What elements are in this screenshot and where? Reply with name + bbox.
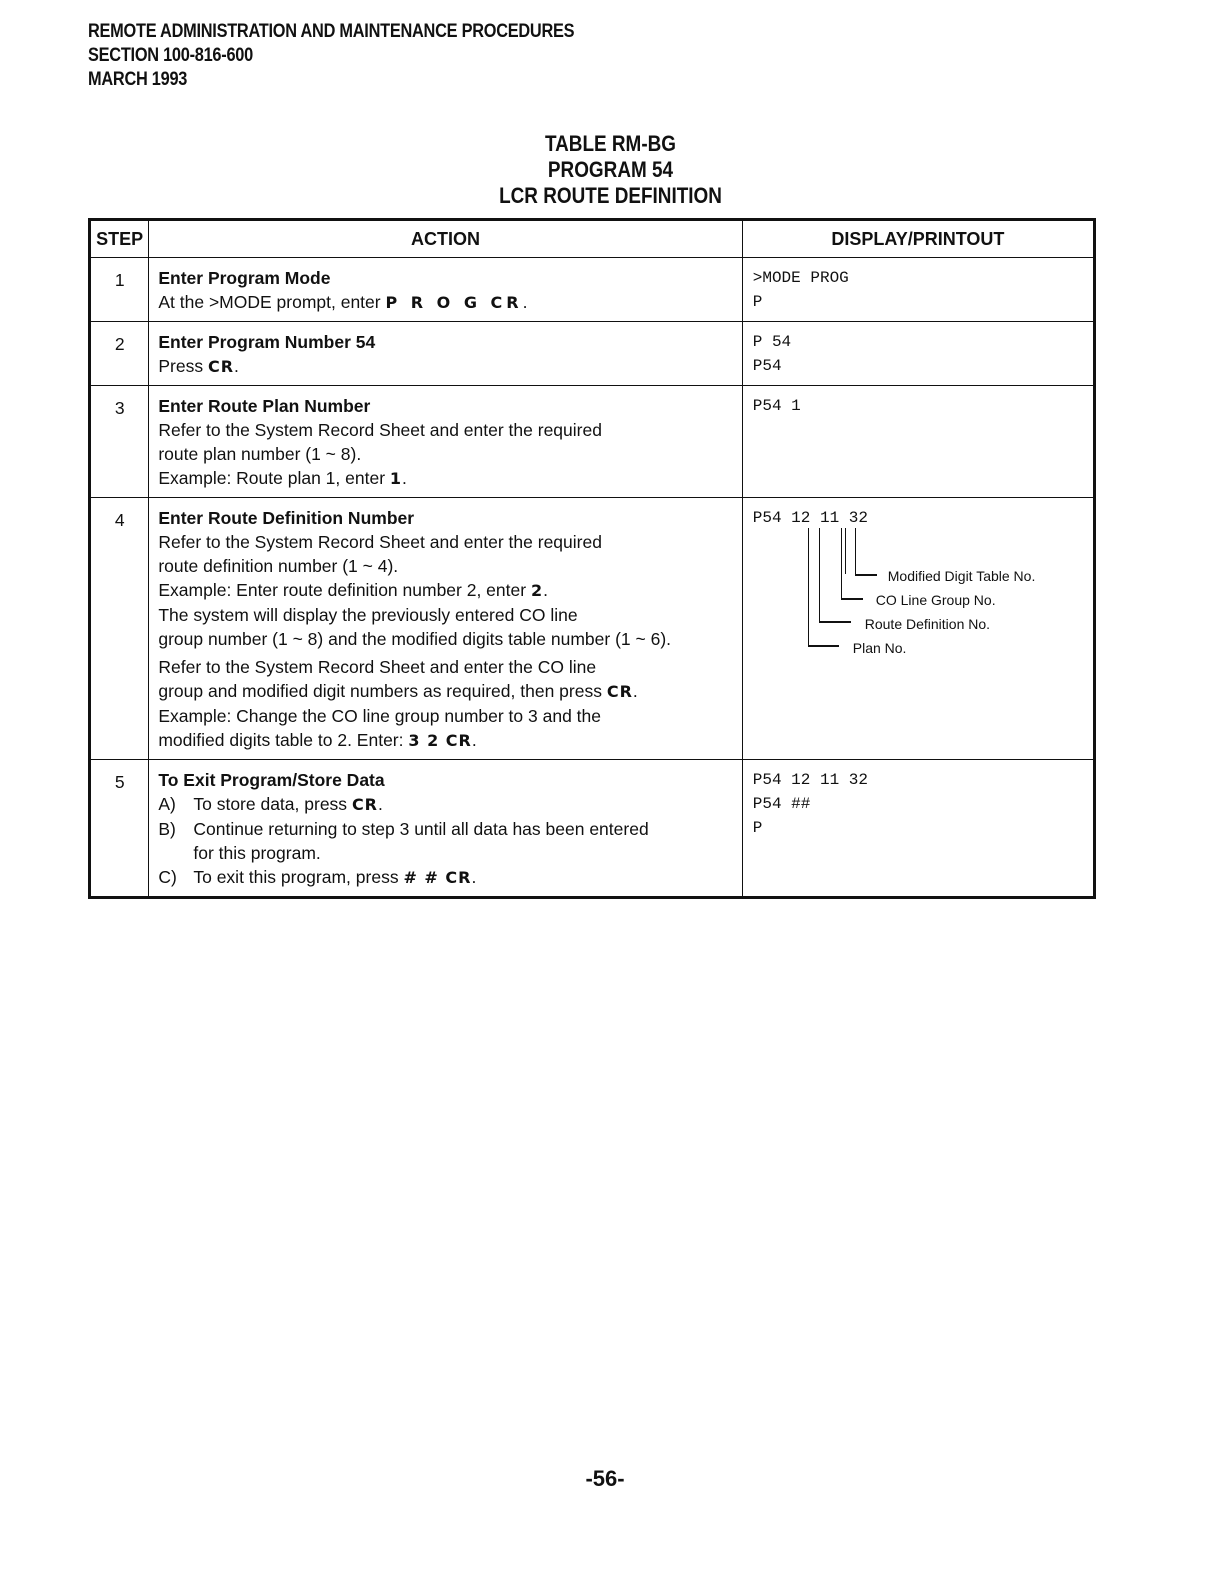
step-number: 5 xyxy=(90,760,149,898)
step-display xyxy=(742,258,1094,322)
step-heading: Enter Route Definition Number xyxy=(158,508,415,528)
step-display xyxy=(742,386,1094,498)
header-line-1: REMOTE ADMINISTRATION AND MAINTENANCE PROCEDURES xyxy=(88,21,575,42)
col-header-display: DISPLAY/PRINTOUT xyxy=(742,220,1094,258)
col-header-step: STEP xyxy=(90,220,149,258)
step-display xyxy=(742,760,1094,898)
label-plan: Plan No. xyxy=(852,640,907,656)
key-sequence: 2 xyxy=(530,581,544,600)
label-route-definition: Route Definition No. xyxy=(864,616,991,632)
display-line: P54 ## xyxy=(752,795,811,813)
key-sequence: CR xyxy=(351,795,378,814)
title-line-3: LCR ROUTE DEFINITION xyxy=(499,183,722,208)
title-line-2: PROGRAM 54 xyxy=(547,157,674,182)
title-line-1: TABLE RM-BG xyxy=(544,131,677,156)
field-diagram xyxy=(753,506,1085,706)
page-number: -56- xyxy=(585,1466,625,1491)
step-heading: Enter Route Plan Number xyxy=(158,396,371,416)
procedure-table xyxy=(88,218,1096,899)
table-row xyxy=(90,386,1095,498)
step-number: 1 xyxy=(90,258,149,322)
table-header-row xyxy=(90,220,1095,258)
table-title xyxy=(0,131,1221,209)
label-co-line-group: CO Line Group No. xyxy=(875,592,996,608)
display-line: P54 12 11 32 xyxy=(752,509,868,527)
key-sequence: 3 2 CR xyxy=(408,731,472,750)
step-number: 3 xyxy=(90,386,149,498)
col-header-action: ACTION xyxy=(149,220,742,258)
table-row xyxy=(90,498,1095,760)
key-sequence: # # CR xyxy=(403,868,472,887)
step-text: At the >MODE prompt, enter xyxy=(158,292,381,312)
step-heading: To Exit Program/Store Data xyxy=(158,770,385,790)
step-text: Press xyxy=(158,356,204,376)
step-action: Enter Route Definition Number Refer to the System Record Sheet and enter the required route definition number (1 ~ 4). Example: Enter route definition number 2, enter 2. The system will display the previously entered CO line group number (1 ~ 8) and the modified digits table number (1 ~ 6). Refer to the System Record Sheet and enter the CO line group and modified digit numbers as required, then press CR. Example: Change the CO line group number to 3 and the modified digits table to 2. Enter: 3 2 CR. xyxy=(149,498,742,760)
step-action: Enter Program Number 54 Press CR. xyxy=(149,322,742,386)
step-action: To Exit Program/Store Data A) To store data, press CR. B) Continue returning to step 3 until all data has been entered for this program. C) To exit this program, press # # CR. xyxy=(149,760,742,898)
display-line: P54 12 11 32 xyxy=(752,771,868,789)
key-sequence: CR xyxy=(606,682,633,701)
display-line: P54 1 xyxy=(752,397,801,415)
key-sequence: 1 xyxy=(389,469,403,488)
step-display xyxy=(742,322,1094,386)
step-heading: Enter Program Number 54 xyxy=(158,332,376,352)
step-action: Enter Route Plan Number Refer to the System Record Sheet and enter the required route plan number (1 ~ 8). Example: Route plan 1, enter 1. xyxy=(149,386,742,498)
label-modified-digit-table: Modified Digit Table No. xyxy=(887,568,1036,584)
step-number: 2 xyxy=(90,322,149,386)
table-row xyxy=(90,322,1095,386)
header-line-3: MARCH 1993 xyxy=(88,69,188,90)
display-line: >MODE PROG xyxy=(752,269,849,287)
display-line: P xyxy=(752,819,763,837)
step-display xyxy=(742,498,1094,760)
header-line-2: SECTION 100-816-600 xyxy=(88,45,253,66)
key-sequence: P R O G CR xyxy=(385,293,523,312)
table-row xyxy=(90,258,1095,322)
table-row xyxy=(90,760,1095,898)
document-header xyxy=(88,20,574,92)
step-heading: Enter Program Mode xyxy=(158,268,331,288)
key-sequence: CR xyxy=(207,357,235,376)
display-line: P54 xyxy=(752,357,782,375)
display-line: P xyxy=(752,293,763,311)
step-number: 4 xyxy=(90,498,149,760)
step-action: Enter Program Mode At the >MODE prompt, enter P R O G CR. xyxy=(149,258,742,322)
display-line: P 54 xyxy=(752,333,792,351)
